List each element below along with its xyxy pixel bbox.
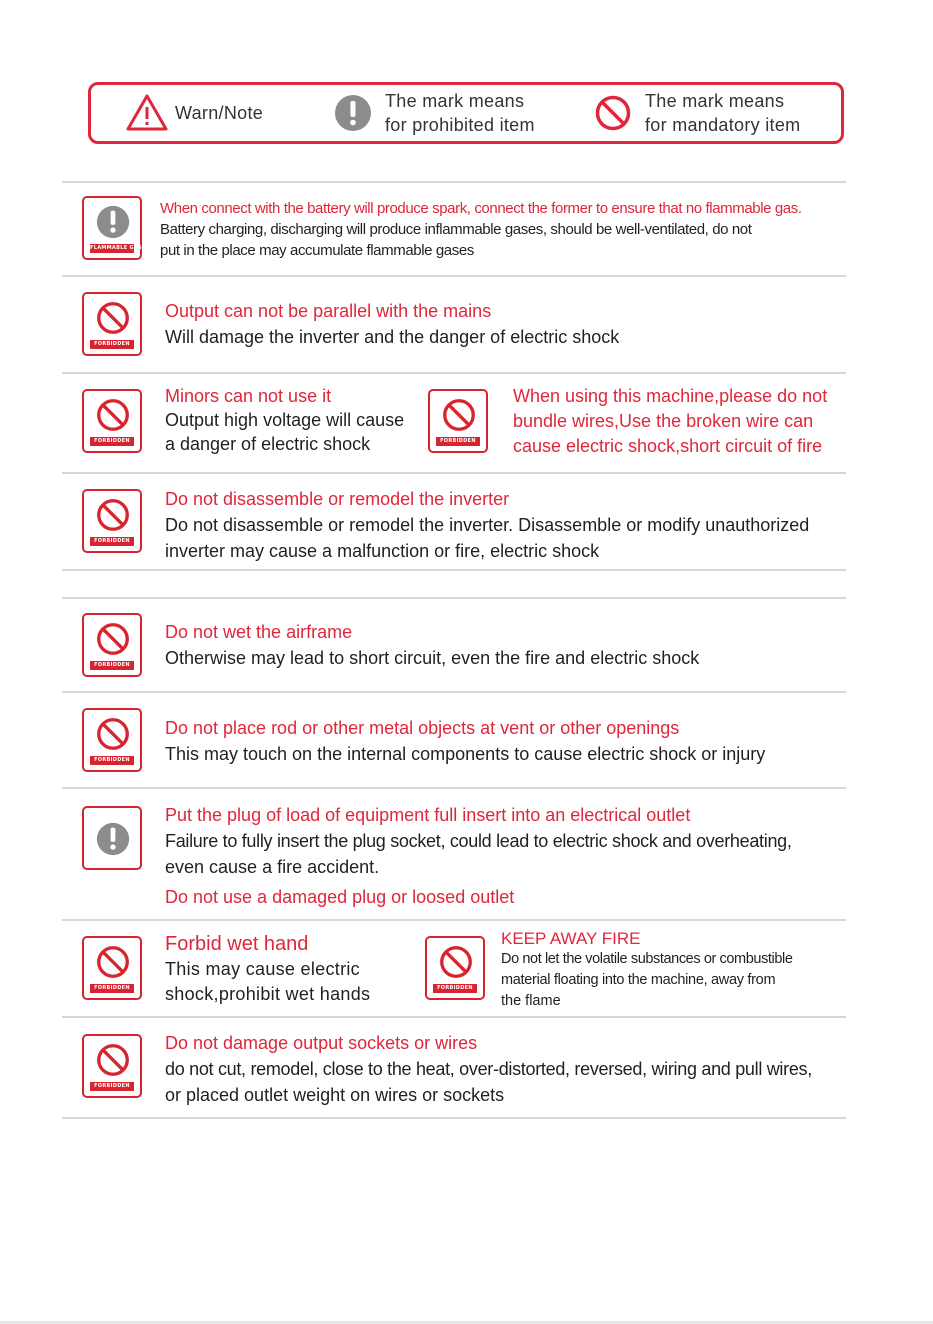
badge-label: FORBIDDEN (433, 984, 477, 993)
section-plug-insert (165, 802, 792, 910)
section-minors (165, 384, 404, 456)
divider (62, 691, 846, 693)
section-text: Failure to fully insert the plug socket, could lead to electric shock and overheating, (165, 831, 792, 851)
forbidden-badge (82, 708, 142, 772)
forbidden-badge (82, 389, 142, 453)
forbidden-badge (82, 1034, 142, 1098)
warning-triangle-icon (125, 93, 169, 133)
prohibit-icon (94, 620, 132, 658)
prohibit-icon (94, 1041, 132, 1079)
forbidden-badge (428, 389, 488, 453)
section-title: KEEP AWAY FIRE (501, 929, 641, 948)
warning-badge (82, 806, 142, 870)
section-text: even cause a fire accident. (165, 857, 380, 877)
divider (62, 1016, 846, 1018)
badge-label: FORBIDDEN (90, 537, 134, 546)
section-title: Do not place rod or other metal objects at vent or other openings (165, 718, 680, 738)
section-text: do not cut, remodel, close to the heat, over-distorted, reversed, wiring and pull wires, (165, 1059, 812, 1079)
exclamation-icon (94, 820, 132, 858)
divider (62, 472, 846, 474)
section-text: Do not disassemble or remodel the inverter. Disassemble or modify unauthorized (165, 515, 810, 535)
section-title: Do not damage output sockets or wires (165, 1033, 478, 1053)
forbidden-badge (82, 489, 142, 553)
section-text: Output high voltage will cause (165, 410, 405, 430)
prohibit-icon (94, 943, 132, 981)
prohibit-icon (94, 496, 132, 534)
section-title: Do not wet the airframe (165, 622, 353, 642)
section-text: Otherwise may lead to short circuit, even the fire and electric shock (165, 648, 700, 668)
prohibit-icon (94, 299, 132, 337)
badge-label: FORBIDDEN (90, 1082, 134, 1091)
section-title: Output can not be parallel with the mains (165, 301, 492, 321)
section-text: a danger of electric shock (165, 434, 371, 454)
section-flammable (160, 198, 802, 261)
section-disassemble (165, 486, 809, 564)
section-metal-objects (165, 715, 765, 767)
prohibit-icon (440, 396, 478, 434)
section-text: This may touch on the internal components to cause electric shock or injury (165, 744, 766, 764)
prohibit-icon (437, 943, 475, 981)
badge-label: FORBIDDEN (90, 984, 134, 993)
forbidden-badge (425, 936, 485, 1000)
legend-mandatory-line-2: for mandatory item (645, 115, 801, 135)
section-text: Battery charging, discharging will produce inflammable gases, should be well-ventilated, do not (160, 221, 752, 238)
prohibit-icon (94, 715, 132, 753)
divider (62, 597, 846, 599)
divider (62, 372, 846, 374)
badge-label: FORBIDDEN (436, 437, 480, 446)
forbidden-badge (82, 613, 142, 677)
badge-label: FORBIDDEN (90, 437, 134, 446)
section-text: This may cause electric (165, 959, 360, 979)
section-title: Do not disassemble or remodel the inverter (165, 489, 510, 509)
section-text: material floating into the machine, away from (501, 972, 776, 988)
badge-label: FORBIDDEN (90, 661, 134, 670)
legend-mandatory (593, 85, 800, 141)
section-note: Do not use a damaged plug or loosed outlet (165, 887, 515, 907)
divider (62, 569, 846, 571)
divider (62, 919, 846, 921)
section-title: Forbid wet hand (165, 933, 309, 955)
section-text: cause electric shock,short circuit of fire (513, 436, 823, 456)
section-wet-hand (165, 932, 370, 1007)
badge-label: FORBIDDEN (90, 340, 134, 349)
legend-mandatory-line-1: The mark means (645, 91, 785, 111)
section-title: When connect with the battery will produce spark, connect the former to ensure that no flammable gas. (160, 200, 802, 217)
section-text: bundle wires,Use the broken wire can (513, 411, 814, 431)
legend-prohibited-text (385, 89, 535, 137)
legend-prohibited-line-2: for prohibited item (385, 115, 535, 135)
section-text: Do not let the volatile substances or combustible (501, 951, 793, 967)
section-text: shock,prohibit wet hands (165, 984, 371, 1004)
section-text: inverter may cause a malfunction or fire, electric shock (165, 541, 600, 561)
legend-box (88, 82, 844, 144)
section-parallel-mains (165, 298, 619, 350)
section-title: Put the plug of load of equipment full insert into an electrical outlet (165, 805, 691, 825)
section-text: put in the place may accumulate flammable gases (160, 242, 474, 259)
prohibit-icon (593, 93, 633, 133)
section-title: Minors can not use it (165, 386, 332, 406)
legend-warn (125, 85, 263, 141)
section-text: When using this machine,please do not (513, 386, 828, 406)
section-bundle-wires (513, 384, 827, 459)
section-keep-away-fire (501, 929, 793, 1012)
badge-label: FLAMMABLE GASES (90, 245, 150, 251)
section-wet-airframe (165, 619, 699, 671)
legend-prohibited (333, 85, 535, 141)
divider (62, 181, 846, 183)
forbidden-badge (82, 936, 142, 1000)
section-text: Will damage the inverter and the danger of electric shock (165, 327, 620, 347)
prohibit-icon (94, 396, 132, 434)
legend-mandatory-text (645, 89, 800, 137)
exclamation-icon (94, 203, 132, 241)
divider (62, 787, 846, 789)
badge-label: FORBIDDEN (90, 756, 134, 765)
exclamation-icon (333, 93, 373, 133)
warning-badge (82, 196, 150, 260)
section-output-sockets (165, 1030, 812, 1108)
section-text: the flame (501, 993, 561, 1009)
section-text: or placed outlet weight on wires or sockets (165, 1085, 505, 1105)
divider (62, 1117, 846, 1119)
legend-warn-label: Warn/Note (175, 103, 264, 123)
legend-prohibited-line-1: The mark means (385, 91, 525, 111)
divider (62, 275, 846, 277)
forbidden-badge (82, 292, 142, 356)
